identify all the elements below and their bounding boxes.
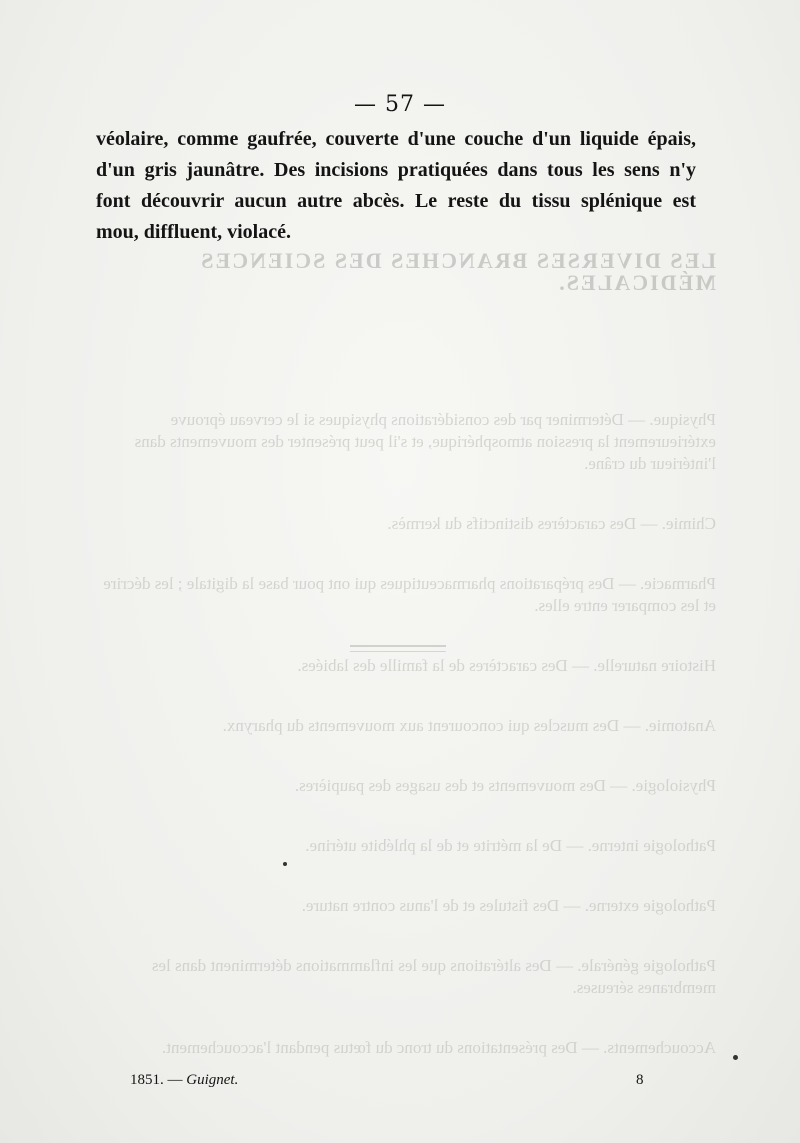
body-paragraph [96,124,696,248]
footer-signature [130,1072,238,1089]
bleed-divider-rule [350,645,446,652]
bleed-title: LES DIVERSES BRANCHES DES SCIENCES MÉDICALES. [199,248,716,295]
bleed-paragraph: Anatomie. — Des muscles qui concourent aux mouvements du pharynx. [222,716,716,735]
bleed-paragraph: Physiologie. — Des mouvements et des usages des paupières. [294,776,716,795]
bleed-paragraph: Pathologie générale. — Des altérations que les inflammations déterminent dans les membranes séreuses. [151,956,716,997]
body-line: mou, diffluent, violacé. [96,221,291,243]
ink-speck [733,1055,738,1060]
bleed-paragraph: Pathologie externe. — Des fistules et de l'anus contre nature. [301,896,716,915]
footer-year: 1851. [130,1072,164,1088]
footer-dash: — [167,1072,183,1088]
body-line: véolaire, comme gaufrée, couverte d'une couche d'un liquide épais, [96,128,696,150]
bleed-paragraph: Histoire naturelle. — Des caractères de la famille des labiées. [297,656,716,675]
page-number: — 57 — [354,92,446,117]
footer-author: Guignet. [186,1072,239,1088]
bleed-through-text [96,250,716,1070]
bleed-paragraph: Accouchements. — Des présentations du tronc du fœtus pendant l'accouchement. [162,1038,716,1057]
bleed-paragraph: Pathologie interne. — De la métrite et de la phlébite utérine. [305,836,716,855]
signature-mark: 8 [636,1072,644,1088]
body-line: font découvrir aucun autre abcès. Le reste du tissu splénique est [96,190,696,212]
bleed-paragraph: Pharmacie. — Des préparations pharmaceutiques qui ont pour base la digitale ; les décrire et les comparer entre elles. [103,574,716,615]
bleed-paragraph: Chimie. — Des caractères distinctifs du kermès. [387,514,716,533]
ink-speck [283,862,287,866]
bleed-paragraph: Physique. — Déterminer par des considérations physiques si le cerveau éprouve extérieurement la pression atmosphérique, et s'il peut présenter des mouvements dans l'intérieur du crâne. [134,410,716,473]
body-line: d'un gris jaunâtre. Des incisions pratiquées dans tous les sens n'y [96,159,696,181]
